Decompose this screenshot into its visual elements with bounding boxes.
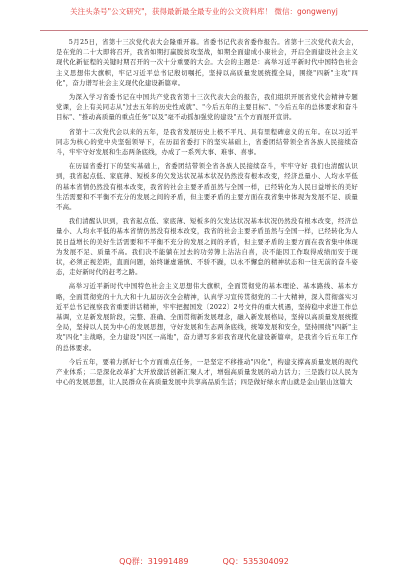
paragraph-2: 为深入学习省委书记在中国共产党我省第十三次代表大会的报告，我们组织开展省党代会精神专题党课，会上有关同志从"过去五年的历史性成就"、"今后五年的主要目标"、"今后五年的总体要求和奋斗目标"、"推动高质量的重点任务"以及"毫不动摇加强党的建设"五个方面展开宣讲。: [56, 93, 358, 122]
footer-qq-number: QQ：535304092: [222, 557, 289, 566]
header-notice-text: 关注头条号"公文研究"，获得最新最全最专业的公文资料库！ 微信：gongwenyj: [70, 7, 338, 16]
paragraph-3: 省第十二次党代会以来的五年，是我省发展历史上极不平凡、具有里程碑意义的五年。在以习近平同志为核心的党中央坚强领导下，在历届省委打下的坚实基础上，省委团结带领全省各族人民接续奋斗，牢牢守好发展和生态两条底线，办成了一系列大事、难事、喜事。: [56, 127, 358, 157]
paragraph-7: 今后五年，要着力抓好七个方面重点任务，一是坚定不移推动"四化"，构建支撑高质量发展的现代产业体系；二是深化改革扩大开放激活创新汇聚人才，增强高质量发展的动力活力；三是践行以人民为中心的发展思想，让人民群众在高质量发展中共享高品质生活；四是做好绿水青山就是金山银山这篇大: [56, 357, 358, 387]
paragraph-1: 5月25日，省第十三次党代表大会隆重开幕。省委书记代表省委作报告。省第十三次党代表大会，是在党的二十大即将召开，我省如期打赢脱贫攻坚战，如期全面建成小康社会，开启全面建设社会主义现代化新征程的关键时期召开的一次十分重要的大会。大会的主题是：高举习近平新时代中国特色社会主义思想伟大旗帜，牢记习近平总书记殷切嘱托，坚持以高质量发展统揽全局，围绕"四新"主攻"四化"，奋力谱写社会主义现代化建设新篇章。: [56, 38, 358, 87]
paragraph-6: 高举习近平新时代中国特色社会主义思想伟大旗帜，全面贯彻党的基本理论、基本路线、基本方略，全面贯彻党的十九大和十九届历次全会精神，认真学习宣传贯彻党的二十大精神，深入贯彻落实习近平总书记视察我省重要讲话精神，牢牢把握国发〔2022〕2号文件的重大机遇，坚持稳中求进工作总基调，立足新发展阶段，完整、准确、全面贯彻新发展理念，融入新发展格局，坚持以高质量发展统揽全局，坚持以人民为中心的发展思想，守好发展和生态两条底线，统筹发展和安全，坚持围绕"四新"主攻"四化"主战略，全力建设"四区一高地"，奋力谱写多彩我省现代化建设新篇章，是我省今后五年工作的总体要求。: [56, 282, 358, 352]
paragraph-4: 在历届省委打下的坚实基础上，省委团结带领全省各族人民接续奋斗，牢牢守好 我们也清醒认识到，我省起点低、家底薄、短板多的欠发达状况基本状况仍然没有根本改变，经济总量小、人均水平低的基本省情仍然没有根本改变，我省的社会主要矛盾虽然与全国一样，已经转化为人民日益增长的美好生活需要和不平衡不充分的发展之间的矛盾，但主要矛盾的主要方面在我省集中体现为发展不足、质量不高。: [56, 162, 358, 212]
footer-qq-group: QQ群：31991489: [119, 557, 189, 566]
header-divider: [40, 30, 368, 31]
document-body: [56, 37, 358, 388]
footer-contact: [40, 554, 368, 570]
paragraph-5: 我们清醒认识到，我省起点低、家底薄、短板多的欠发达状况基本状况仍然没有根本改变，经济总量小、人均水平低的基本省情仍然没有根本改变，我省的社会主要矛盾虽然与全国一样，已经转化为人民日益增长的美好生活需要和不平衡不充分的发展之间的矛盾，但主要矛盾的主要方面在我省集中体现为发展不足、质量不高。我们决不能躺在过去的功劳簿上沾沾自喜，决不能因工作取得成绩而安于现状，必须正视差距，直面问题，始终谦虚谨慎、不骄不躁，以永不懈怠的精神状态和一往无前的奋斗姿态，走好新时代的赶考之路。: [56, 217, 358, 277]
